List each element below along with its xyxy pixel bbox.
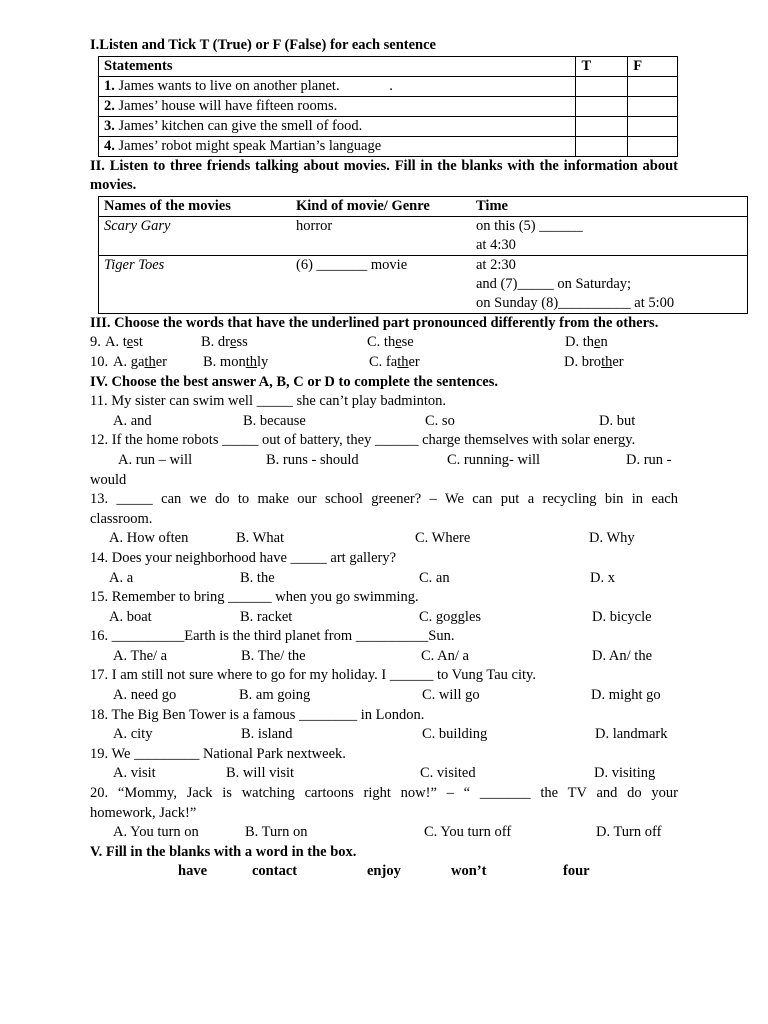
movie-genre[interactable]: (6) _______ movie: [291, 255, 471, 313]
option-d-wrap: would: [90, 471, 127, 488]
option-b[interactable]: B. because: [243, 412, 306, 429]
header-t: T: [576, 56, 628, 76]
tick-f-cell[interactable]: [628, 136, 678, 156]
option-d[interactable]: D. but: [599, 412, 636, 429]
movie-name: Tiger Toes: [99, 255, 292, 313]
option-b[interactable]: B. am going: [239, 687, 311, 704]
option-c[interactable]: C. building: [422, 726, 488, 743]
question-stem: 15. Remember to bring ______ when you go swimming.: [90, 589, 419, 606]
option-b[interactable]: B. Turn on: [245, 824, 308, 841]
option-d[interactable]: D. bicycle: [592, 608, 652, 625]
time-line: at 4:30: [476, 236, 516, 253]
table-row: [99, 116, 678, 136]
option-d[interactable]: D. then: [565, 334, 608, 351]
option-a[interactable]: A. gather: [113, 353, 167, 370]
options-row: [90, 412, 678, 432]
option-c[interactable]: C. You turn off: [424, 824, 512, 841]
tick-t-cell[interactable]: [576, 116, 628, 136]
options-row: [90, 823, 678, 843]
question-stem: 14. Does your neighborhood have _____ art gallery?: [90, 549, 397, 566]
tick-t-cell[interactable]: [576, 136, 628, 156]
question-stem: 13. _____ can we do to make our school greener? – We can put a recycling bin in each: [90, 491, 678, 508]
option-a[interactable]: A. How often: [109, 530, 189, 547]
option-d[interactable]: D. Turn off: [596, 824, 662, 841]
option-d[interactable]: D. Why: [589, 530, 635, 547]
tick-f-cell[interactable]: [628, 76, 678, 96]
question-stem: 11. My sister can swim well _____ she can’t play badminton.: [90, 393, 447, 410]
section-4-title: IV. Choose the best answer A, B, C or D to complete the sentences.: [90, 373, 498, 390]
option-d[interactable]: D. x: [590, 569, 615, 586]
option-b[interactable]: B. monthly: [203, 353, 269, 370]
option-d[interactable]: D. brother: [564, 353, 624, 370]
option-c[interactable]: C. An/ a: [421, 647, 469, 664]
table-row: [99, 136, 678, 156]
option-a[interactable]: A. The/ a: [113, 647, 168, 664]
option-b[interactable]: B. will visit: [226, 765, 295, 782]
option-a[interactable]: A. city: [113, 726, 153, 743]
option-c[interactable]: C. father: [369, 353, 420, 370]
statement-cell: [99, 116, 576, 136]
question-9: [90, 333, 678, 353]
header-time: Time: [471, 196, 748, 216]
word-box: [90, 862, 678, 882]
time-line[interactable]: and (7)_____ on Saturday;: [476, 275, 632, 292]
option-b[interactable]: B. racket: [240, 608, 293, 625]
option-b[interactable]: B. the: [240, 569, 275, 586]
statement-text: James’ house will have fifteen rooms.: [118, 97, 338, 114]
question-number: 10.: [90, 353, 109, 370]
options-row: [90, 608, 678, 628]
movie-name: Scary Gary: [99, 216, 292, 255]
table-row: [99, 255, 748, 313]
options-row: [90, 569, 678, 589]
statement-text: James’ kitchen can give the smell of food.: [118, 117, 363, 134]
option-a[interactable]: A. need go: [113, 687, 177, 704]
options-row: [90, 686, 678, 706]
question-stem: 12. If the home robots _____ out of battery, they ______ charge themselves with solar energy.: [90, 432, 636, 449]
statement-cell: [99, 76, 576, 96]
option-d[interactable]: D. run -: [626, 451, 672, 468]
movies-table: [98, 196, 748, 314]
movie-genre: horror: [291, 216, 471, 255]
option-d[interactable]: D. landmark: [595, 726, 668, 743]
statement-number: 1.: [104, 77, 115, 94]
question-10: [90, 353, 678, 373]
options-row: [90, 451, 678, 471]
option-c[interactable]: C. visited: [420, 765, 476, 782]
option-c[interactable]: C. will go: [422, 687, 480, 704]
question-stem: 17. I am still not sure where to go for my holiday. I ______ to Vung Tau city.: [90, 667, 536, 684]
stray-mark: .: [389, 77, 393, 94]
option-d[interactable]: D. visiting: [594, 765, 656, 782]
worksheet: [90, 36, 678, 882]
true-false-table: [98, 56, 678, 157]
options-row: [90, 647, 678, 667]
option-c[interactable]: C. an: [419, 569, 450, 586]
table-header: [99, 56, 678, 76]
tick-t-cell[interactable]: [576, 76, 628, 96]
options-row: [90, 764, 678, 784]
word-item: have: [178, 863, 207, 880]
table-row: [99, 216, 748, 255]
option-d[interactable]: D. might go: [591, 687, 661, 704]
option-c[interactable]: C. goggles: [419, 608, 482, 625]
question-stem: 16. __________Earth is the third planet from __________Sun.: [90, 628, 455, 645]
movie-time: [471, 216, 748, 255]
header-f: F: [628, 56, 678, 76]
table-row: [99, 96, 678, 116]
option-b[interactable]: B. dress: [201, 334, 248, 351]
header-genre: Kind of movie/ Genre: [291, 196, 471, 216]
option-a[interactable]: A. boat: [109, 608, 152, 625]
statement-number: 2.: [104, 97, 115, 114]
option-c[interactable]: C. Where: [415, 530, 471, 547]
statement-cell: [99, 96, 576, 116]
table-row: [99, 76, 678, 96]
section-2-title: II. Listen to three friends talking about movies. Fill in the blanks with the information about movies.: [90, 157, 678, 194]
statement-number: 3.: [104, 117, 115, 134]
question-stem-wrap: classroom.: [90, 510, 153, 527]
question-stem-wrap: homework, Jack!”: [90, 804, 197, 821]
option-b[interactable]: B. runs - should: [266, 451, 359, 468]
question-number: 9.: [90, 334, 101, 351]
option-c[interactable]: C. so: [425, 412, 455, 429]
time-line: at 2:30: [476, 256, 516, 273]
question-stem: 20. “Mommy, Jack is watching cartoons right now!” – “ _______ the TV and do your: [90, 785, 678, 802]
options-row: [90, 529, 678, 549]
word-item: won’t: [451, 863, 487, 880]
statement-text: James wants to live on another planet.: [118, 77, 340, 94]
question-stem: 18. The Big Ben Tower is a famous ________ in London.: [90, 706, 425, 723]
option-a[interactable]: A. You turn on: [113, 824, 199, 841]
movie-time: [471, 255, 748, 313]
option-a[interactable]: A. and: [113, 412, 152, 429]
word-item: four: [563, 863, 590, 880]
option-d[interactable]: D. An/ the: [592, 647, 653, 664]
word-item: enjoy: [367, 863, 401, 880]
header-movie-names: Names of the movies: [99, 196, 292, 216]
question-stem: 19. We _________ National Park nextweek.: [90, 745, 346, 762]
time-line[interactable]: on Sunday (8)__________ at 5:00: [476, 294, 675, 311]
option-b[interactable]: B. What: [236, 530, 285, 547]
tick-f-cell[interactable]: [628, 116, 678, 136]
option-a[interactable]: A. run – will: [118, 451, 193, 468]
tick-f-cell[interactable]: [628, 96, 678, 116]
options-row: [90, 725, 678, 745]
section-1-title: I.Listen and Tick T (True) or F (False) for each sentence: [90, 37, 436, 53]
option-a[interactable]: A. test: [105, 334, 143, 351]
time-line[interactable]: on this (5) ______: [476, 217, 583, 234]
header-statements: Statements: [99, 56, 576, 76]
tick-t-cell[interactable]: [576, 96, 628, 116]
statement-number: 4.: [104, 137, 115, 154]
option-b[interactable]: B. The/ the: [241, 647, 306, 664]
option-c[interactable]: C. these: [367, 334, 414, 351]
option-a[interactable]: A. visit: [113, 765, 156, 782]
option-b[interactable]: B. island: [241, 726, 293, 743]
section-5-title: V. Fill in the blanks with a word in the box.: [90, 843, 357, 860]
table-header: [99, 196, 748, 216]
statement-cell: [99, 136, 576, 156]
section-3-title: III. Choose the words that have the underlined part pronounced differently from the others.: [90, 314, 659, 331]
option-a[interactable]: A. a: [109, 569, 134, 586]
option-c[interactable]: C. running- will: [447, 451, 541, 468]
word-item: contact: [252, 863, 298, 880]
statement-text: James’ robot might speak Martian’s language: [118, 137, 382, 154]
